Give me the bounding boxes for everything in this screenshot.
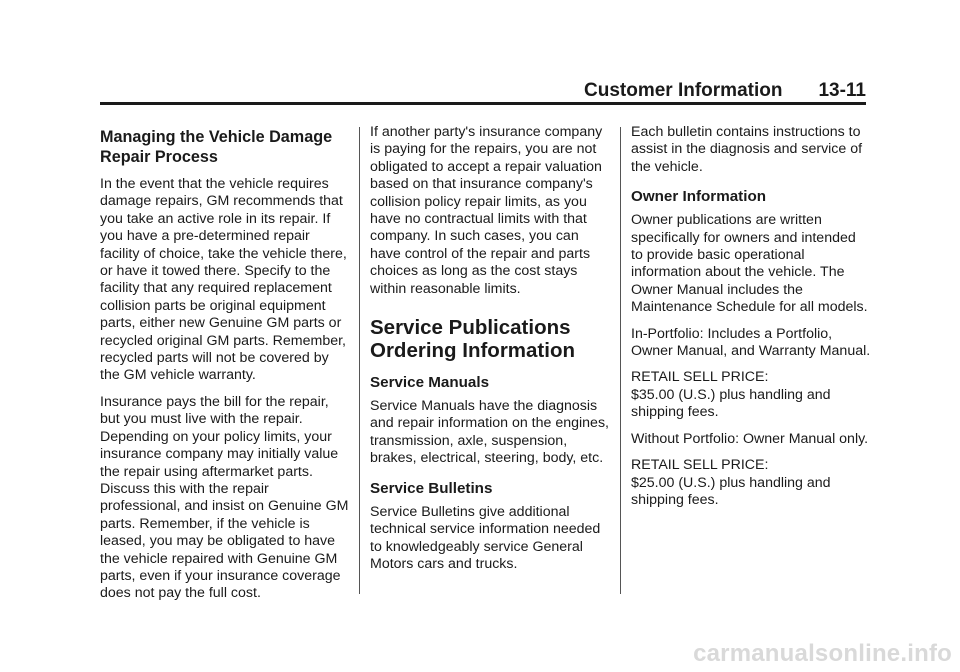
price-text: $25.00 (U.S.) plus handling and shipping fees. [631, 474, 831, 508]
paragraph: In the event that the vehicle requires damage repairs, GM recommends that you take an active role in its repair. If you have a pre-determined repair facility of choice, take the vehicle there, or have it towed there. Specify to the facility that any required replacement collision parts be original equipment parts, either new Genuine GM parts or recycled original GM parts. Remember, recycled parts will not be covered by the GM vehicle warranty. [100, 176, 347, 384]
column-divider-1 [359, 127, 360, 594]
heading-service-bulletins: Service Bulletins [370, 479, 493, 497]
paragraph: Service Bulletins give additional technical service information needed to knowledgeably service General Motors cars and trucks. [370, 503, 601, 572]
page-number: 13-11 [818, 80, 866, 101]
paragraph: Insurance pays the bill for the repair, but you must live with the repair. Depending on your policy limits, your insurance company may initially value the repair using aftermarket parts. Discuss this with the repair professional, and insist on Genuine GM parts. Remember, if the vehicle is leased, you may be obligated to have the vehicle repaired with Genuine GM parts, even if your insurance coverage does not pay the full cost. [100, 393, 349, 602]
watermark: carmanualsonline.info [693, 640, 952, 667]
paragraph: Owner publications are written specifically for owners and intended to provide basic operational information about the vehicle. The Owner Manual includes the Maintenance Schedule for all models. [631, 212, 868, 316]
price-text: $35.00 (U.S.) plus handling and shipping fees. [631, 386, 831, 421]
column-3 [631, 124, 871, 518]
heading-owner-information: Owner Information [631, 188, 767, 206]
paragraph: In-Portfolio: Includes a Portfolio, Owner Manual, and Warranty Manual. [631, 325, 871, 360]
page-header [100, 80, 866, 102]
column-1 [100, 124, 352, 612]
heading-service-manuals: Service Manuals [370, 374, 490, 392]
section-title: Customer Information [584, 80, 783, 101]
column-2 [370, 124, 610, 582]
paragraph: Without Portfolio: Owner Manual only. [631, 430, 869, 447]
paragraph: If another party's insurance company is paying for the repairs, you are not obligated to accept a repair valuation based on that insurance company's collision policy repair limits, as you have no contractual limits with that company. In such cases, you can have control of the repair and parts choices as long as the cost stays within reasonable limits. [370, 124, 603, 297]
header-rule [100, 102, 866, 105]
column-divider-2 [620, 127, 621, 594]
paragraph: Service Manuals have the diagnosis and repair information on the engines, transmission, axle, suspension, brakes, electrical, steering, body, etc. [370, 398, 609, 467]
heading-damage-repair: Managing the Vehicle Damage Repair Process [100, 128, 333, 166]
price-block [631, 457, 871, 509]
price-block [631, 369, 871, 421]
price-label: RETAIL SELL PRICE: [631, 457, 769, 474]
heading-service-publications: Service Publications Ordering Information [370, 316, 575, 363]
paragraph: Each bulletin contains instructions to assist in the diagnosis and service of the vehicle. [631, 124, 863, 175]
price-label: RETAIL SELL PRICE: [631, 369, 769, 386]
